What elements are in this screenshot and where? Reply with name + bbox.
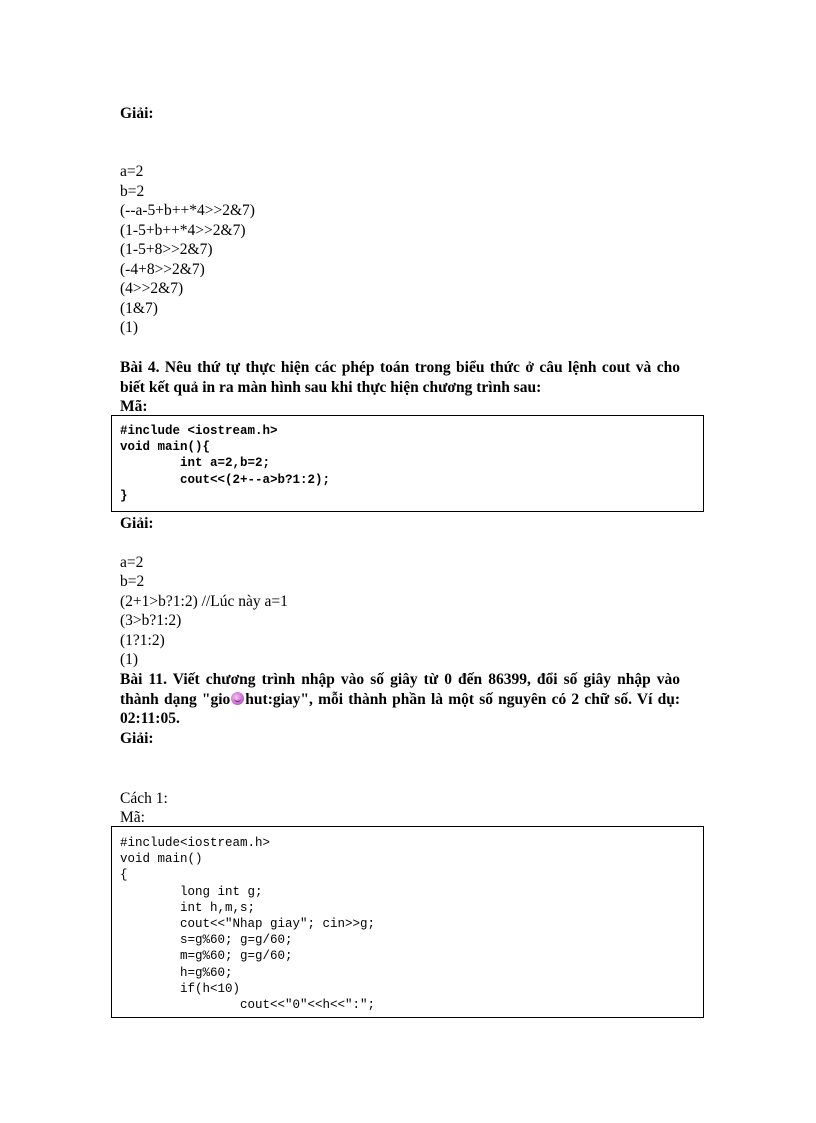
- code-line: long int g;: [120, 884, 263, 899]
- exercise-4-text: [120, 358, 680, 397]
- code-line: cout<<(2+--a>b?1:2);: [120, 472, 331, 487]
- solution-heading-3: Giải:: [120, 730, 154, 747]
- code-line: int a=2,b=2;: [120, 456, 271, 471]
- code-line: #include <iostream.h>: [120, 424, 278, 438]
- code-block-1: [111, 415, 704, 512]
- code-line: void main(): [120, 852, 203, 867]
- calc-line: (--a-5+b++*4>>2&7): [120, 202, 255, 219]
- code-label-2: Mã:: [120, 809, 145, 826]
- code-line: void main(){: [120, 440, 211, 455]
- exercise-11-line-2: [120, 690, 680, 710]
- smiley-emoticon-icon: [231, 692, 244, 705]
- calc-line: (2+1>b?1:2) //Lúc này a=1: [120, 593, 288, 610]
- calc-line: a=2: [120, 554, 144, 571]
- code-label-1: Mã:: [120, 398, 148, 415]
- code-line: }: [120, 488, 128, 503]
- exercise-11-line-1: Bài 11. Viết chương trình nhập vào số giây từ 0 đến 86399, đổi số giây nhập vào: [120, 671, 680, 688]
- exercise-11-line-2-start: thành dạng "gio: [120, 690, 231, 708]
- calc-line: b=2: [120, 183, 145, 200]
- exercise-11-text: [120, 670, 680, 729]
- exercise-4-line-1: Bài 4. Nêu thứ tự thực hiện các phép toán trong biểu thức ở câu lệnh cout và cho: [120, 359, 680, 376]
- calc-line: (1): [120, 319, 139, 336]
- calc-line: (3>b?1:2): [120, 612, 182, 629]
- calc-line: (4>>2&7): [120, 280, 184, 297]
- solution-heading-2: Giải:: [120, 515, 154, 532]
- exercise-11-line-3: 02:11:05.: [120, 710, 180, 727]
- code-line: {: [120, 868, 128, 883]
- code-line: cout<<"Nhap giay"; cin>>g;: [120, 916, 376, 931]
- code-line: cout<<"0"<<h<<":";: [120, 997, 376, 1012]
- calc-line: (1): [120, 651, 139, 668]
- solution-heading-1: Giải:: [120, 105, 154, 122]
- calc-line: (1-5+8>>2&7): [120, 241, 213, 258]
- calc-line: a=2: [120, 163, 144, 180]
- code-line: if(h<10): [120, 981, 241, 996]
- calc-line: (-4+8>>2&7): [120, 261, 205, 278]
- calc-line: (1-5+b++*4>>2&7): [120, 222, 246, 239]
- exercise-4-line-2: biết kết quả in ra màn hình sau khi thực hiện chương trình sau:: [120, 378, 542, 396]
- code-line: m=g%60; g=g/60;: [120, 949, 293, 964]
- method-label: Cách 1:: [120, 790, 168, 807]
- calc-line: b=2: [120, 573, 145, 590]
- code-line: int h,m,s;: [120, 900, 256, 915]
- calc-line: (1&7): [120, 300, 158, 317]
- exercise-11-line-2-end: hut:giay", mỗi thành phần là một số nguyên có 2 chữ số. Ví dụ:: [245, 690, 680, 708]
- code-line: s=g%60; g=g/60;: [120, 933, 293, 948]
- code-line: h=g%60;: [120, 965, 233, 980]
- calc-line: (1?1:2): [120, 632, 165, 649]
- code-line: #include<iostream.h>: [120, 836, 271, 850]
- code-block-2: [111, 826, 704, 1018]
